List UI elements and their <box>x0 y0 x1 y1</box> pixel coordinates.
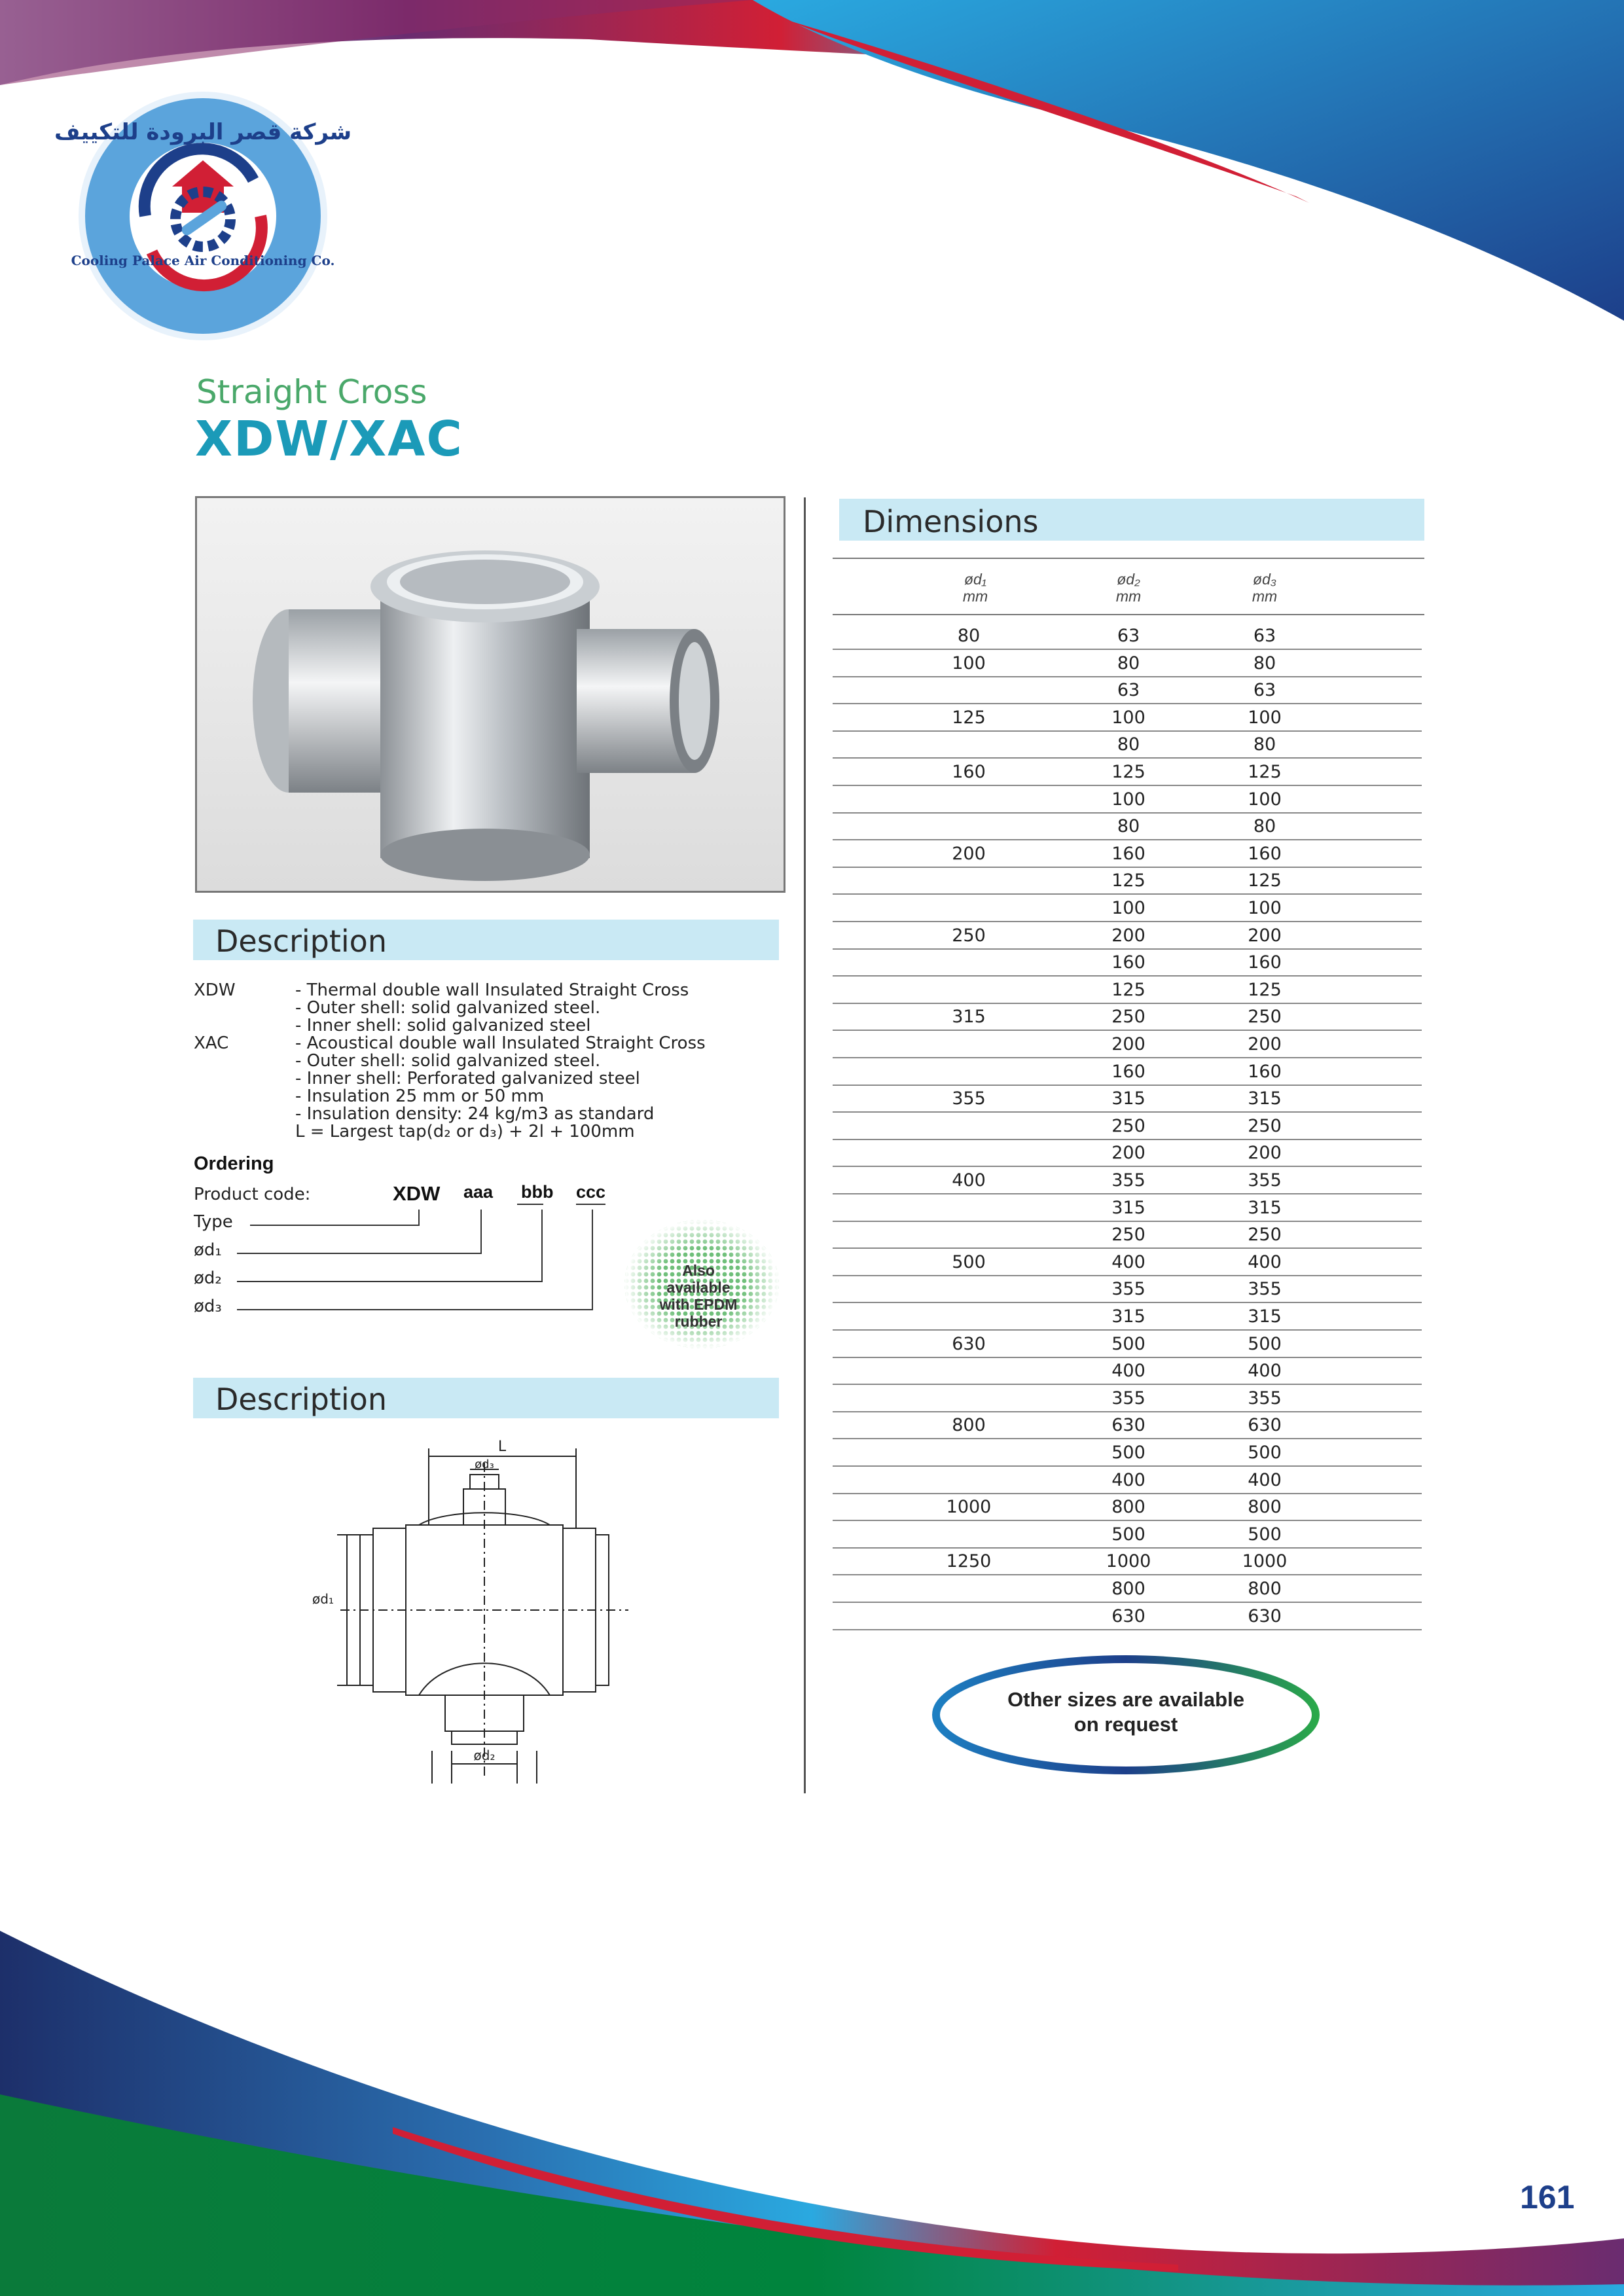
column-divider <box>804 497 806 1793</box>
col-header-d3: ød₃ mm <box>1252 571 1278 605</box>
table-cell: 1250 <box>946 1551 992 1572</box>
table-cell: 100 <box>1111 898 1146 918</box>
table-cell: 355 <box>1111 1279 1146 1300</box>
ordering-line-d1: ød₁ <box>194 1240 222 1260</box>
sizes-note <box>969 1687 1283 1737</box>
table-row <box>833 1139 1422 1167</box>
table-cell: 80 <box>1117 653 1140 673</box>
table-cell: 100 <box>952 653 986 673</box>
table-cell: 125 <box>1111 762 1146 782</box>
logo-english-name: Cooling Palace Air Conditioning Co. <box>71 253 335 268</box>
table-cell: 630 <box>1111 1415 1146 1436</box>
table-row <box>833 758 1422 786</box>
table-cell: 400 <box>952 1170 986 1191</box>
table-cell: 500 <box>1111 1443 1146 1463</box>
epdm-line: with EPDM <box>659 1296 738 1313</box>
table-cell: 125 <box>1111 870 1146 891</box>
table-cell: 80 <box>1117 816 1140 837</box>
col-header-d2: ød₂ mm <box>1115 571 1142 605</box>
description-item: - Inner shell: solid galvanized steel <box>295 1016 591 1035</box>
table-cell: 355 <box>1111 1388 1146 1408</box>
col-header-d1: ød₁ mm <box>962 571 988 605</box>
table-cell: 200 <box>1248 1143 1282 1164</box>
table-cell: 63 <box>1117 680 1140 701</box>
table-cell: 400 <box>1248 1361 1282 1382</box>
description-item: - Inner shell: Perforated galvanized steel <box>295 1069 640 1088</box>
sizes-note-line1: Other sizes are available <box>1007 1688 1244 1711</box>
table-row <box>833 622 1422 650</box>
table-row <box>833 1411 1422 1439</box>
table-row <box>833 1520 1422 1549</box>
table-cell: 630 <box>952 1333 986 1354</box>
table-cell: 400 <box>1111 1361 1146 1382</box>
table-row <box>833 1602 1422 1630</box>
table-cell: 315 <box>1111 1306 1146 1327</box>
ordering-line-d2: ød₂ <box>194 1268 222 1288</box>
table-cell: 315 <box>1111 1088 1146 1109</box>
table-cell: 160 <box>1248 952 1282 973</box>
table-row <box>833 1058 1422 1086</box>
table-row <box>833 1221 1422 1249</box>
table-cell: 80 <box>1253 734 1276 755</box>
table-cell: 200 <box>1248 1034 1282 1054</box>
table-cell: 100 <box>1111 707 1146 728</box>
epdm-line: Also <box>682 1262 715 1279</box>
description-item: - Outer shell: solid galvanized steel. <box>295 1051 601 1071</box>
table-cell: 315 <box>1248 1197 1282 1218</box>
table-row <box>833 649 1422 677</box>
table-cell: 100 <box>1111 789 1146 810</box>
table-row <box>833 1275 1422 1303</box>
table-cell: 200 <box>952 843 986 864</box>
description-item: XDW - Thermal double wall Insulated Straight Cross <box>194 980 689 1000</box>
table-row <box>833 1302 1422 1331</box>
table-cell: 80 <box>1253 816 1276 837</box>
ordering-line-type: Type <box>194 1212 233 1232</box>
table-cell: 315 <box>952 1007 986 1028</box>
table-cell: 160 <box>1248 843 1282 864</box>
product-code-label: Product code: <box>194 1185 311 1204</box>
code-part-type: XDW <box>393 1182 441 1205</box>
code-part-d2: bbb <box>521 1182 554 1202</box>
table-row <box>833 922 1422 950</box>
epdm-badge <box>636 1262 761 1330</box>
table-cell: 400 <box>1248 1251 1282 1272</box>
table-cell: 160 <box>952 762 986 782</box>
table-row <box>833 1384 1422 1412</box>
table-cell: 500 <box>1248 1443 1282 1463</box>
description-item: - Insulation density: 24 kg/m3 as standard <box>295 1104 655 1124</box>
table-cell: 355 <box>952 1088 986 1109</box>
dimensions-heading-bar <box>839 499 1424 541</box>
table-cell: 160 <box>1111 843 1146 864</box>
table-cell: 800 <box>1248 1497 1282 1518</box>
table-cell: 100 <box>1248 707 1282 728</box>
table-cell: 315 <box>1111 1197 1146 1218</box>
table-cell: 100 <box>1248 898 1282 918</box>
table-cell: 400 <box>1111 1469 1146 1490</box>
table-row <box>833 894 1422 922</box>
table-top-rule <box>833 558 1424 559</box>
table-cell: 355 <box>1248 1279 1282 1300</box>
table-row <box>833 1030 1422 1058</box>
description-heading: Description <box>215 924 387 959</box>
table-cell: 500 <box>1248 1524 1282 1545</box>
code-part-d1: aaa <box>463 1182 494 1202</box>
table-cell: 125 <box>1248 979 1282 1000</box>
table-cell: 250 <box>1248 1007 1282 1028</box>
table-cell: 80 <box>957 626 981 646</box>
description-item: - Outer shell: solid galvanized steel. <box>295 998 601 1018</box>
table-cell: 355 <box>1111 1170 1146 1191</box>
table-row <box>833 1439 1422 1467</box>
table-cell: 160 <box>1248 1061 1282 1082</box>
table-cell: 500 <box>1248 1333 1282 1354</box>
epdm-line: available <box>666 1279 731 1296</box>
page-number: 161 <box>1520 2179 1575 2215</box>
table-cell: 63 <box>1117 626 1140 646</box>
table-cell: 160 <box>1111 952 1146 973</box>
table-cell: 100 <box>1248 789 1282 810</box>
table-cell: 500 <box>1111 1524 1146 1545</box>
table-cell: 630 <box>1248 1415 1282 1436</box>
product-title: XDW/XAC <box>195 411 463 467</box>
table-cell: 630 <box>1111 1605 1146 1626</box>
table-cell: 250 <box>1111 1007 1146 1028</box>
table-row <box>833 676 1422 704</box>
code-part-d3: ccc <box>576 1182 606 1202</box>
table-row <box>833 730 1422 759</box>
table-row <box>833 1466 1422 1494</box>
table-cell: 500 <box>952 1251 986 1272</box>
table-cell: 800 <box>1111 1579 1146 1599</box>
table-row <box>833 1493 1422 1521</box>
description-item: XAC - Acoustical double wall Insulated Straight Cross <box>194 1033 706 1053</box>
table-cell: 355 <box>1248 1388 1282 1408</box>
table-cell: 200 <box>1111 925 1146 946</box>
table-cell: 500 <box>1111 1333 1146 1354</box>
logo-arabic-name: شركة قصر البرودة للتكييف <box>54 119 352 145</box>
dim-label-d2: ød₂ <box>473 1748 496 1763</box>
table-row <box>833 812 1422 840</box>
table-row <box>833 1194 1422 1222</box>
table-cell: 315 <box>1248 1306 1282 1327</box>
table-row <box>833 1166 1422 1194</box>
drawing-heading: Description <box>215 1382 387 1417</box>
table-cell: 200 <box>1111 1143 1146 1164</box>
table-cell: 800 <box>1248 1579 1282 1599</box>
drawing-heading-bar <box>193 1378 779 1418</box>
table-cell: 1000 <box>946 1497 992 1518</box>
table-cell: 160 <box>1111 1061 1146 1082</box>
table-row <box>833 1547 1422 1575</box>
table-cell: 1000 <box>1106 1551 1151 1572</box>
table-cell: 800 <box>1111 1497 1146 1518</box>
table-row <box>833 1248 1422 1276</box>
table-row <box>833 840 1422 868</box>
table-cell: 125 <box>1248 762 1282 782</box>
table-cell: 250 <box>1111 1225 1146 1246</box>
table-header-rule <box>833 614 1424 615</box>
table-cell: 63 <box>1253 626 1276 646</box>
table-cell: 250 <box>1111 1115 1146 1136</box>
table-cell: 80 <box>1117 734 1140 755</box>
table-row <box>833 948 1422 977</box>
table-cell: 800 <box>952 1415 986 1436</box>
sizes-note-line2: on request <box>1074 1713 1178 1736</box>
table-cell: 80 <box>1253 653 1276 673</box>
table-cell: 125 <box>952 707 986 728</box>
table-cell: 125 <box>1248 870 1282 891</box>
table-row <box>833 1357 1422 1385</box>
table-cell: 400 <box>1111 1251 1146 1272</box>
table-cell: 400 <box>1248 1469 1282 1490</box>
table-cell: 250 <box>952 925 986 946</box>
table-cell: 355 <box>1248 1170 1282 1191</box>
product-subtitle: Straight Cross <box>196 373 427 411</box>
table-cell: 1000 <box>1242 1551 1288 1572</box>
description-item: - Insulation 25 mm or 50 mm <box>295 1086 545 1106</box>
description-item: L = Largest tap(d₂ or d₃) + 2l + 100mm <box>295 1122 635 1141</box>
table-cell: 630 <box>1248 1605 1282 1626</box>
ordering-leader-lines <box>0 0 785 1335</box>
technical-drawing <box>314 1437 681 1790</box>
table-cell: 315 <box>1248 1088 1282 1109</box>
table-row <box>833 704 1422 732</box>
table-row <box>833 1112 1422 1140</box>
dim-label-d3: ød₃ <box>475 1458 494 1471</box>
ordering-heading: Ordering <box>194 1153 274 1174</box>
table-cell: 125 <box>1111 979 1146 1000</box>
table-row <box>833 1575 1422 1603</box>
table-cell: 250 <box>1248 1115 1282 1136</box>
table-cell: 63 <box>1253 680 1276 701</box>
dimensions-heading: Dimensions <box>863 504 1039 539</box>
table-row <box>833 976 1422 1004</box>
table-row <box>833 785 1422 814</box>
dim-label-l: L <box>497 1439 507 1455</box>
dim-label-d1: ød₁ <box>312 1591 334 1607</box>
epdm-line: rubber <box>674 1313 723 1330</box>
table-cell: 200 <box>1111 1034 1146 1054</box>
ordering-line-d3: ød₃ <box>194 1297 222 1316</box>
table-row <box>833 1085 1422 1113</box>
table-cell: 250 <box>1248 1225 1282 1246</box>
table-row <box>833 1003 1422 1031</box>
table-cell: 200 <box>1248 925 1282 946</box>
table-row <box>833 867 1422 895</box>
table-row <box>833 1330 1422 1358</box>
